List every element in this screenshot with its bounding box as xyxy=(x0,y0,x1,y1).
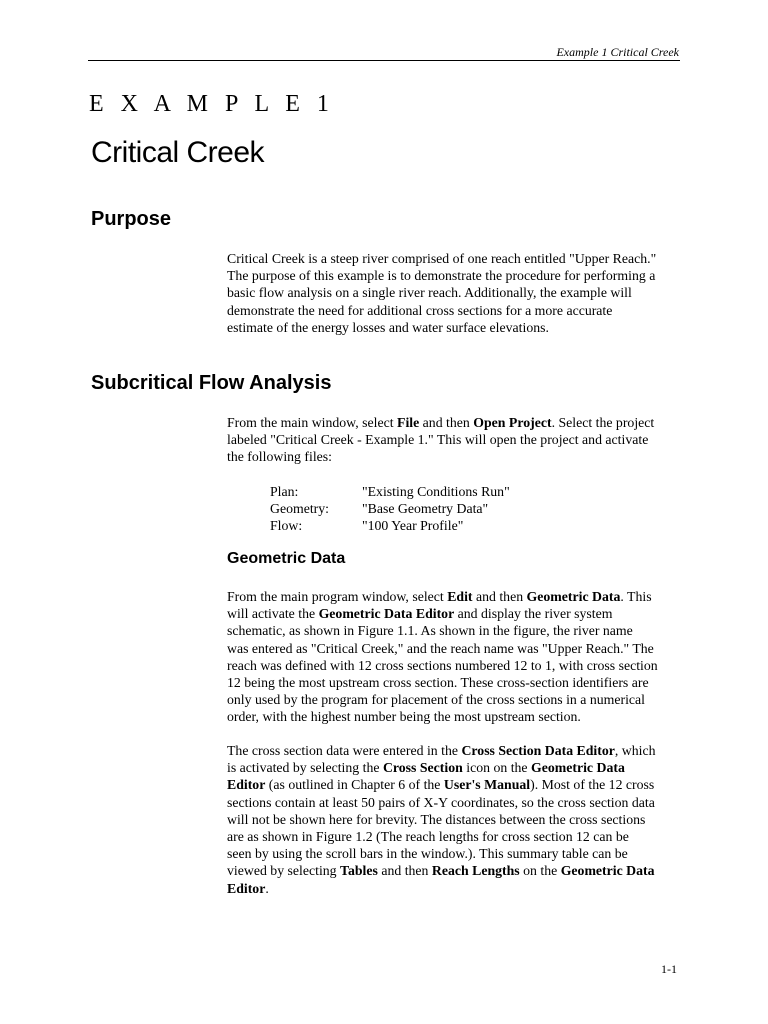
text-line: Critical Creek is a steep river comprised of one reach entitled "Upper Reach." xyxy=(227,251,657,266)
text-line: viewed by selecting Tables and then Reach Lengths on the Geometric Data xyxy=(227,863,655,879)
text-line: 12 being the most upstream cross section. These cross-section identifiers are xyxy=(227,675,649,691)
text-line: was entered as "Critical Creek," and the reach name was "Upper Reach." The xyxy=(227,640,654,656)
file-row-geometry: Geometry: "Base Geometry Data" xyxy=(270,501,489,517)
project-files-list xyxy=(270,483,510,535)
subcritical-intro xyxy=(227,414,685,466)
text-line: The cross section data were entered in the Cross Section Data Editor, which xyxy=(227,743,656,758)
text-line: the following files: xyxy=(227,449,332,465)
file-menu-ref: File xyxy=(397,415,420,430)
text-line: will not be shown here for brevity. The distances between the cross sections xyxy=(227,811,646,827)
geometric-paragraph-1 xyxy=(227,588,685,726)
file-row-plan: Plan: "Existing Conditions Run" xyxy=(270,484,510,499)
example-label: E X A M P L E 1 xyxy=(89,91,335,117)
text-line: order, with the highest number being the most upstream section. xyxy=(227,709,581,725)
page-number: 1-1 xyxy=(661,962,677,976)
text-line: Editor. xyxy=(227,880,269,896)
text-line: labeled "Critical Creek - Example 1." This will open the project and activate xyxy=(227,432,649,448)
geometric-data-heading: Geometric Data xyxy=(227,550,346,567)
open-project-ref: Open Project xyxy=(473,415,552,430)
chapter-title: Critical Creek xyxy=(91,136,265,169)
text-line: basic flow analysis on a single river reach. Additionally, the example will xyxy=(227,285,632,301)
geometric-paragraph-2 xyxy=(227,742,685,897)
text-line: Editor (as outlined in Chapter 6 of the User's Manual). Most of the 12 cross xyxy=(227,777,655,793)
running-header: Example 1 Critical Creek xyxy=(556,45,679,59)
text-line: is activated by selecting the Cross Section icon on the Geometric Data xyxy=(227,760,625,776)
header-rule xyxy=(88,60,680,61)
text-line: From the main program window, select Edit and then Geometric Data. This xyxy=(227,589,652,604)
text-line: The purpose of this example is to demonstrate the procedure for performing a xyxy=(227,268,656,284)
purpose-paragraph xyxy=(227,250,685,336)
text-line: will activate the Geometric Data Editor and display the river system xyxy=(227,606,613,622)
text-line: reach was defined with 12 cross sections numbered 12 to 1, with cross section xyxy=(227,657,658,673)
text-line: schematic, as shown in Figure 1.1. As shown in the figure, the river name xyxy=(227,623,633,639)
purpose-heading: Purpose xyxy=(91,208,172,230)
text-line: only used by the program for placement of the cross sections in a numerical xyxy=(227,692,645,708)
text-line: are as shown in Figure 1.2 (The reach lengths for cross section 12 can be xyxy=(227,829,629,845)
subcritical-heading: Subcritical Flow Analysis xyxy=(91,372,332,394)
text-line: estimate of the energy losses and water surface elevations. xyxy=(227,319,549,335)
text-line: sections contain at least 50 pairs of X-Y coordinates, so the cross section data xyxy=(227,794,655,810)
file-row-flow: Flow: "100 Year Profile" xyxy=(270,518,464,534)
text-line: demonstrate the need for additional cross sections for a more accurate xyxy=(227,302,613,318)
text-line: seen by using the scroll bars in the window.). This summary table can be xyxy=(227,846,628,862)
text-line: From the main window, select File and then Open Project. Select the project xyxy=(227,415,655,430)
